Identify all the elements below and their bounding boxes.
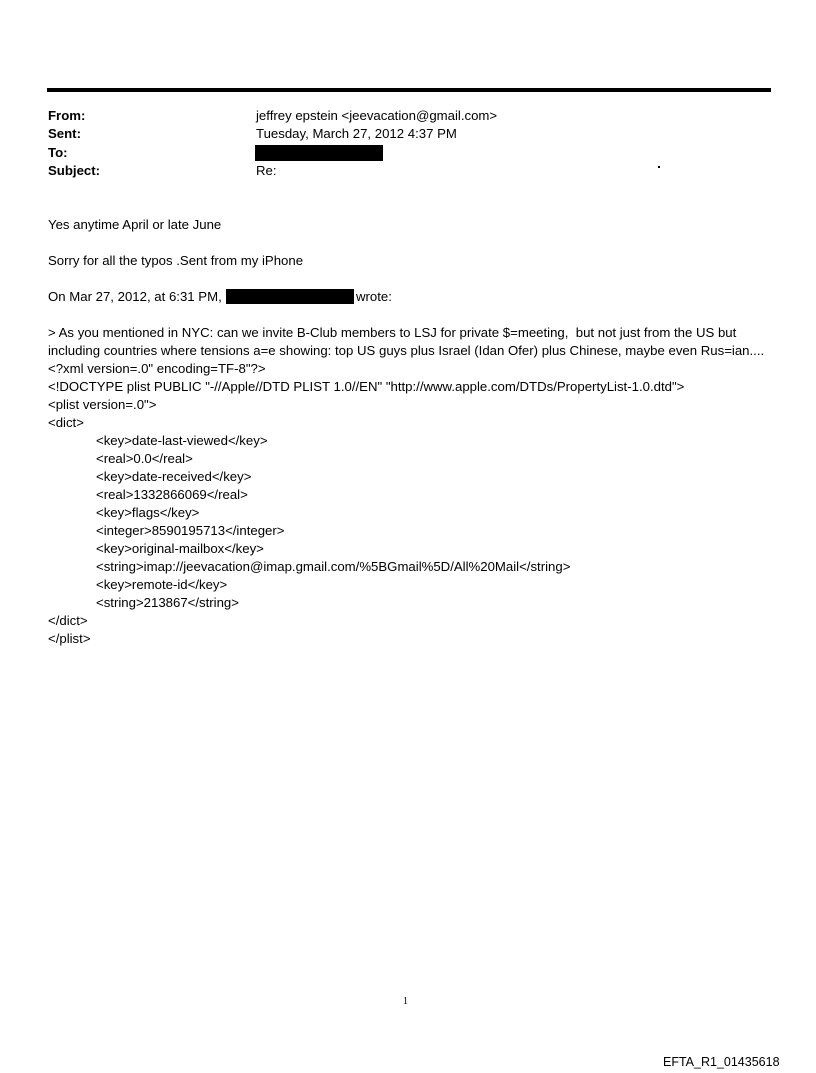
stray-dot bbox=[658, 166, 660, 168]
from-value: jeffrey epstein <jeevacation@gmail.com> bbox=[256, 108, 498, 123]
to-redaction bbox=[255, 145, 383, 161]
body-line-1: Yes anytime April or late June bbox=[48, 217, 222, 232]
sent-value: Tuesday, March 27, 2012 4:37 PM bbox=[256, 126, 457, 141]
xml-line: <plist version=.0"> bbox=[48, 397, 157, 412]
xml-line: <dict> bbox=[48, 415, 84, 430]
xml-line: <string>imap://jeevacation@imap.gmail.com/%5BGmail%5D/All%20Mail</string> bbox=[96, 559, 571, 574]
page-number: 1 bbox=[403, 996, 408, 1007]
document-id-footer: EFTA_R1_01435618 bbox=[663, 1055, 780, 1069]
xml-line: <key>flags</key> bbox=[96, 505, 200, 520]
xml-line: <real>1332866069</real> bbox=[96, 487, 248, 502]
from-label: From: bbox=[48, 108, 86, 123]
xml-line: <!DOCTYPE plist PUBLIC "-//Apple//DTD PLIST 1.0//EN" "http://www.apple.com/DTDs/PropertyList-1.0.dtd"> bbox=[48, 379, 685, 394]
header-rule bbox=[47, 88, 771, 92]
quote-intro: On Mar 27, 2012, at 6:31 PM, bbox=[48, 289, 222, 304]
xml-line: <integer>8590195713</integer> bbox=[96, 523, 285, 538]
xml-line: <key>original-mailbox</key> bbox=[96, 541, 264, 556]
body-line-2: Sorry for all the typos .Sent from my iPhone bbox=[48, 253, 304, 268]
subject-label: Subject: bbox=[48, 163, 101, 178]
xml-line: <key>date-received</key> bbox=[96, 469, 252, 484]
xml-line: <?xml version=.0" encoding=TF-8"?> bbox=[48, 361, 266, 376]
to-label: To: bbox=[48, 145, 68, 160]
sent-label: Sent: bbox=[48, 126, 81, 141]
xml-line: </plist> bbox=[48, 631, 91, 646]
xml-line: <string>213867</string> bbox=[96, 595, 239, 610]
subject-value: Re: bbox=[256, 163, 277, 178]
xml-line: </dict> bbox=[48, 613, 88, 628]
xml-line: <key>date-last-viewed</key> bbox=[96, 433, 268, 448]
quote-intro-wrote: wrote: bbox=[356, 289, 392, 304]
xml-line: <key>remote-id</key> bbox=[96, 577, 228, 592]
sender-redaction bbox=[226, 289, 354, 304]
quote-line-1: > As you mentioned in NYC: can we invite B-Club members to LSJ for private $=meeting, but not just from the US but bbox=[48, 325, 737, 340]
xml-line: <real>0.0</real> bbox=[96, 451, 193, 466]
quote-line-2: including countries where tensions a=e showing: top US guys plus Israel (Idan Ofer) plus Chinese, maybe even Rus=ian.... bbox=[48, 343, 765, 358]
